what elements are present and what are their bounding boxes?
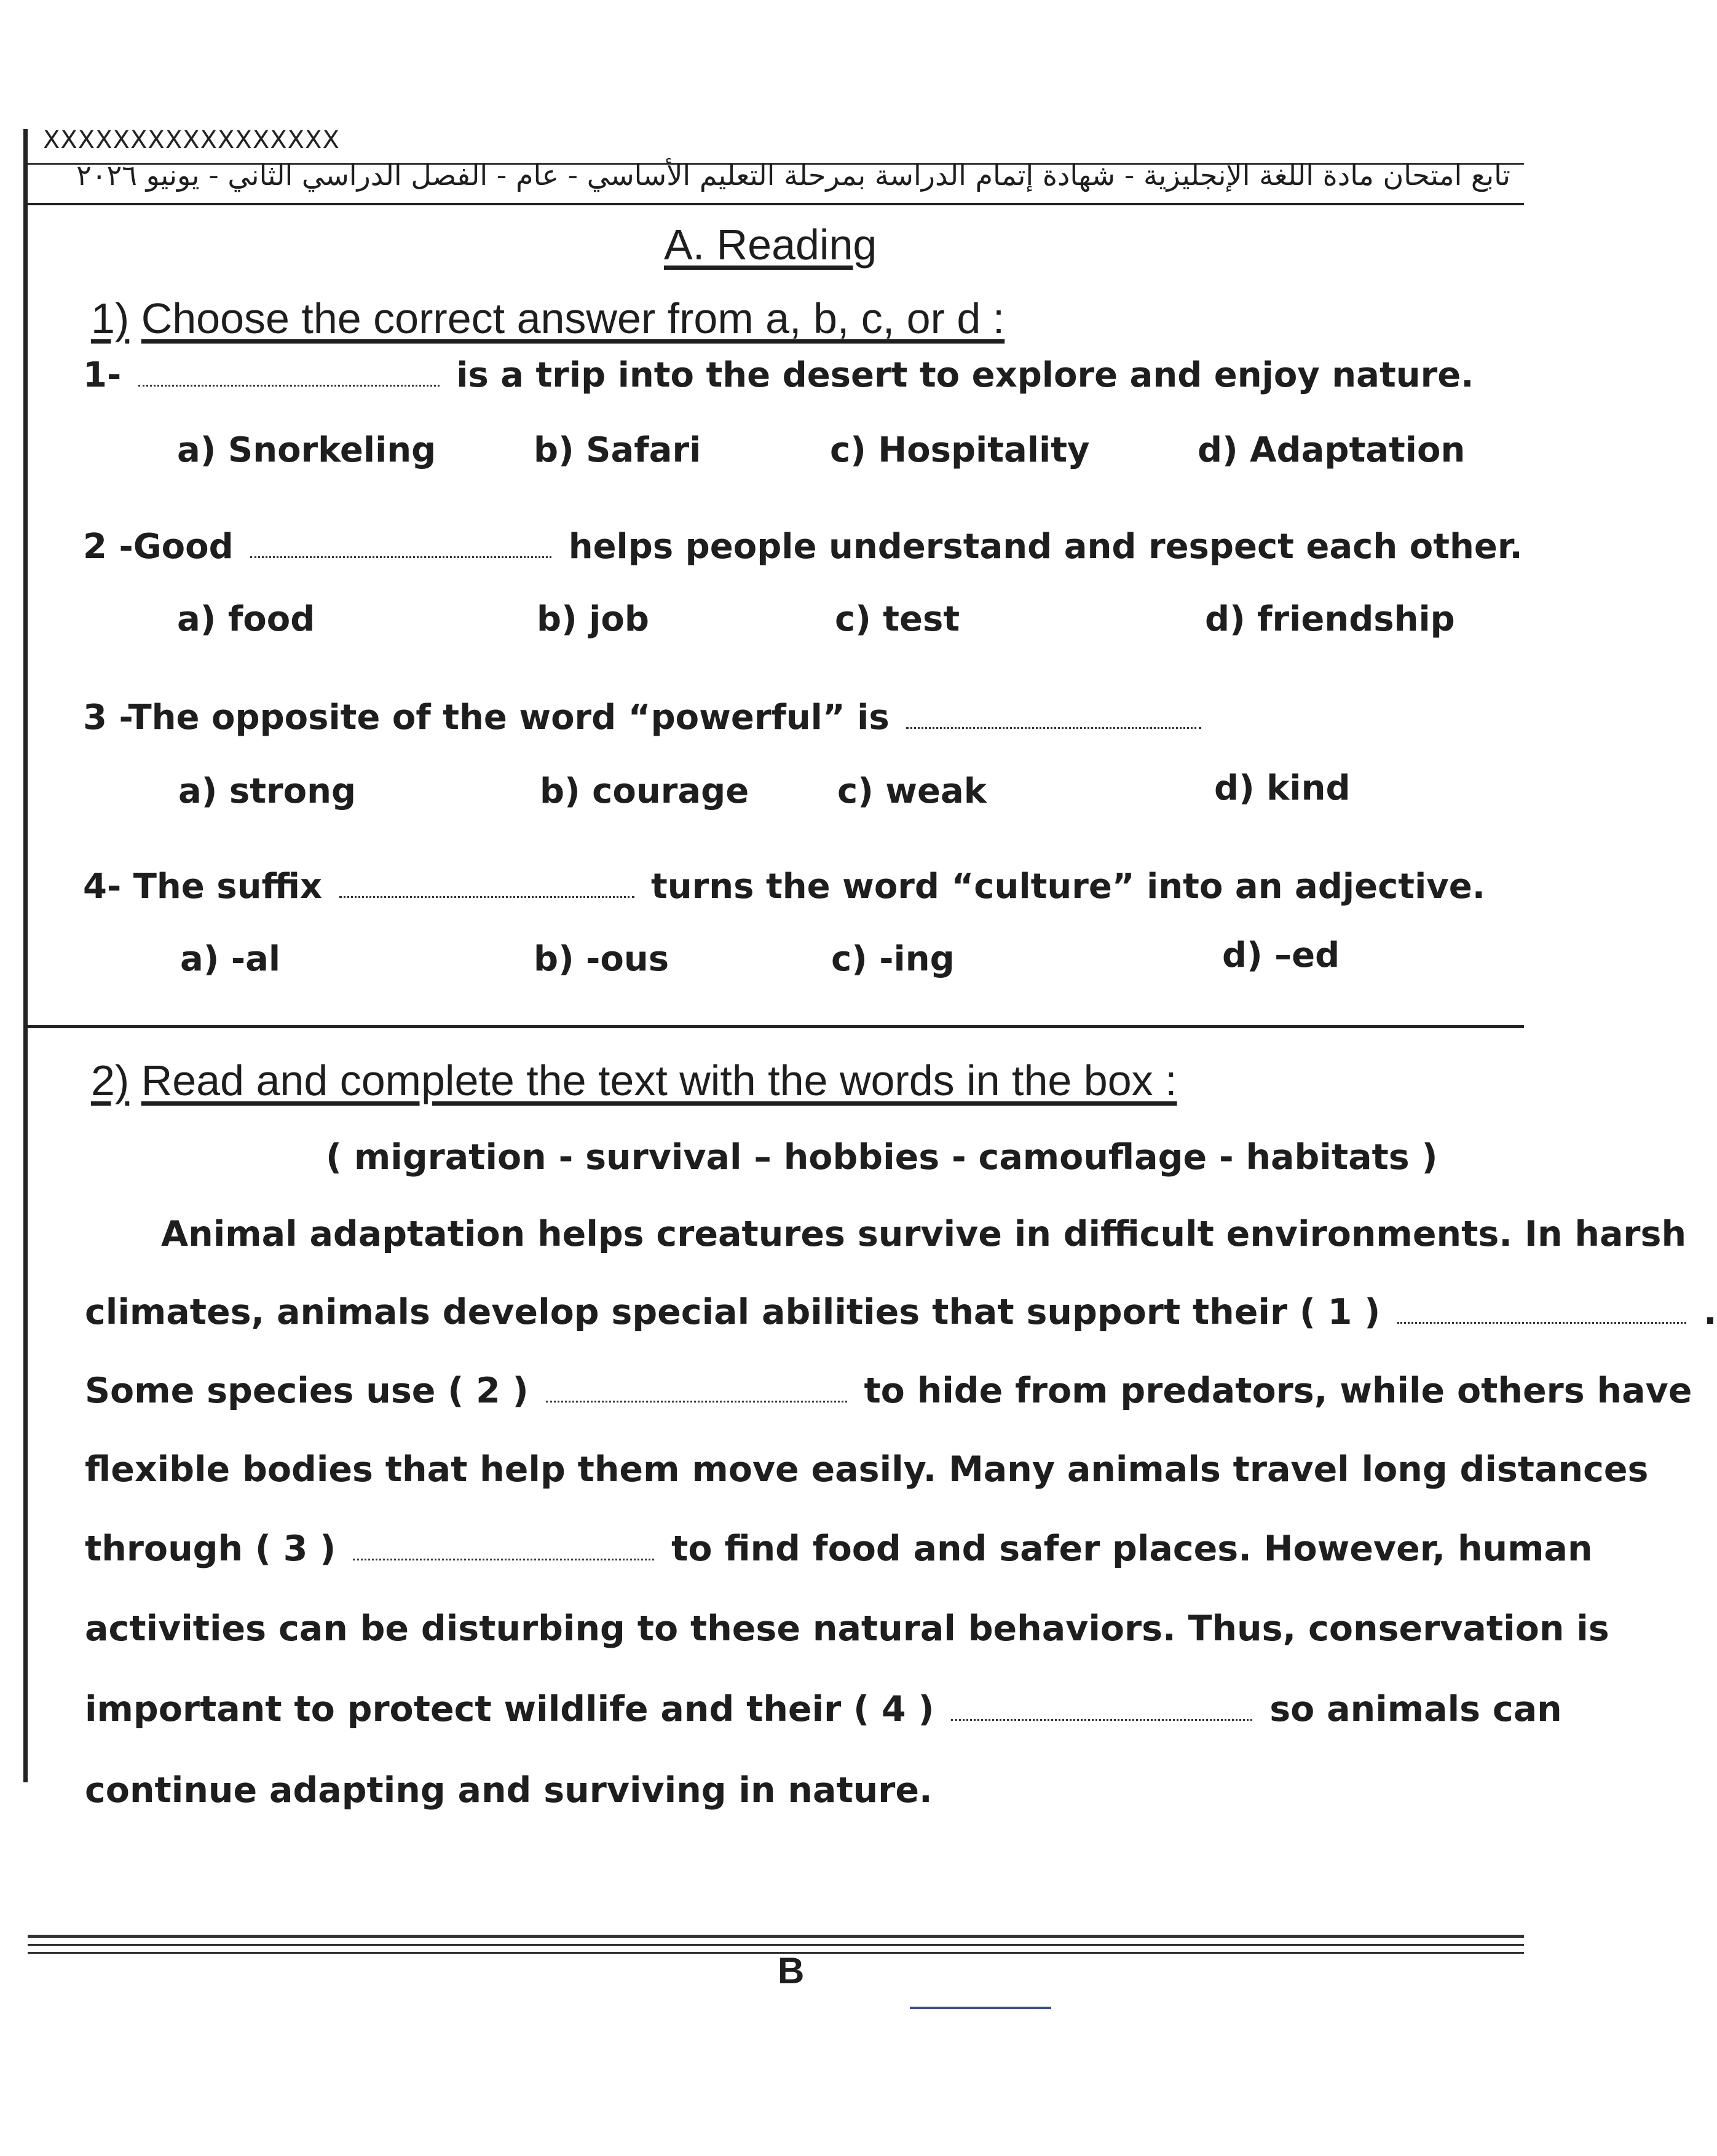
q1-option-d[interactable]: d) Adaptation — [1198, 430, 1466, 470]
answer-blank[interactable] — [250, 556, 551, 558]
left-border — [23, 129, 28, 1782]
page-title: A. Reading — [664, 221, 877, 269]
answer-blank[interactable] — [906, 727, 1201, 729]
q4-option-a[interactable]: a) -al — [180, 939, 281, 979]
passage-line-5-pre: through ( 3 ) — [85, 1528, 336, 1569]
answer-blank-1[interactable] — [1397, 1322, 1686, 1324]
passage-line-4: flexible bodies that help them move easily. Many animals travel long distances — [85, 1449, 1649, 1490]
question-2-post: helps people understand and respect each other. — [568, 527, 1523, 567]
section1-number: 1) — [91, 294, 130, 342]
arabic-exam-title: تابع امتحان مادة اللغة الإنجليزية - شهادة إتمام الدراسة بمرحلة التعليم الأساسي - عام - الفصل الدراسي الثاني - يونيو ٢٠٢٦ — [76, 159, 1510, 192]
q3-option-b[interactable]: b) courage — [540, 771, 749, 811]
q4-option-b[interactable]: b) -ous — [534, 939, 669, 979]
q3-option-a[interactable]: a) strong — [178, 771, 357, 811]
passage-line-8: continue adapting and surviving in nature. — [85, 1770, 933, 1811]
answer-blank[interactable] — [138, 385, 440, 387]
answer-blank-4[interactable] — [951, 1719, 1252, 1721]
passage-line-6: activities can be disturbing to these natural behaviors. Thus, conservation is — [85, 1608, 1609, 1649]
footer-rule — [28, 1935, 1524, 1938]
question-3-pre: 3 -The opposite of the word “powerful” is — [83, 698, 890, 738]
section1-heading — [91, 294, 1005, 343]
q2-option-d[interactable]: d) friendship — [1205, 599, 1455, 639]
answer-blank-2[interactable] — [546, 1401, 847, 1403]
question-1-pre: 1- — [83, 355, 122, 395]
word-box: ( migration - survival – hobbies - camouflage - habitats ) — [326, 1137, 1438, 1178]
answer-blank-3[interactable] — [353, 1559, 654, 1560]
footer-rule — [28, 1944, 1524, 1946]
passage-line-2-post: . — [1703, 1292, 1717, 1332]
passage-line-5-post: to find food and safer places. However, human — [671, 1528, 1593, 1569]
passage-line-2 — [85, 1292, 1717, 1332]
passage-line-3-post: to hide from predators, while others have — [864, 1371, 1692, 1411]
question-4-post: turns the word “culture” into an adjective. — [651, 867, 1486, 907]
header-rule-bottom — [28, 203, 1524, 205]
passage-line-5 — [85, 1528, 1593, 1569]
q1-option-a[interactable]: a) Snorkeling — [177, 430, 436, 470]
passage-line-7 — [85, 1689, 1562, 1729]
question-1 — [83, 355, 1474, 395]
answer-blank[interactable] — [339, 896, 634, 898]
q2-option-a[interactable]: a) food — [177, 599, 315, 639]
passage-line-7-post: so animals can — [1269, 1689, 1562, 1729]
passage-line-1: Animal adaptation helps creatures survive in difficult environments. In harsh — [161, 1214, 1687, 1254]
section2-heading-text: Read and complete the text with the words in the box : — [141, 1056, 1177, 1104]
question-4 — [83, 867, 1485, 907]
header-x-marks: XXXXXXXXXXXXXXXXX — [43, 126, 340, 154]
question-2 — [83, 527, 1523, 567]
q3-option-d[interactable]: d) kind — [1214, 768, 1351, 808]
question-4-pre: 4- The suffix — [83, 867, 323, 907]
q3-option-c[interactable]: c) weak — [837, 771, 987, 811]
q2-option-b[interactable]: b) job — [537, 599, 649, 639]
page-label: B — [778, 1950, 805, 1991]
section2-number: 2) — [91, 1056, 130, 1104]
passage-line-3-pre: Some species use ( 2 ) — [85, 1371, 529, 1411]
question-3 — [83, 698, 1206, 738]
question-1-post: is a trip into the desert to explore and enjoy nature. — [456, 355, 1474, 395]
q4-option-c[interactable]: c) -ing — [831, 939, 955, 979]
q1-option-c[interactable]: c) Hospitality — [830, 430, 1090, 470]
passage-line-3 — [85, 1371, 1692, 1411]
footer-stroke — [910, 2007, 1051, 2009]
footer-rule — [28, 1952, 1524, 1954]
section2-heading — [91, 1056, 1177, 1105]
question-2-pre: 2 -Good — [83, 527, 234, 567]
passage-line-7-pre: important to protect wildlife and their ( 4 ) — [85, 1689, 934, 1729]
section-divider — [28, 1025, 1524, 1028]
q2-option-c[interactable]: c) test — [835, 599, 960, 639]
passage-line-2-pre: climates, animals develop special abilities that support their ( 1 ) — [85, 1292, 1381, 1332]
q1-option-b[interactable]: b) Safari — [534, 430, 701, 470]
q4-option-d[interactable]: d) –ed — [1222, 935, 1340, 975]
section1-heading-text: Choose the correct answer from a, b, c, or d : — [141, 294, 1005, 342]
